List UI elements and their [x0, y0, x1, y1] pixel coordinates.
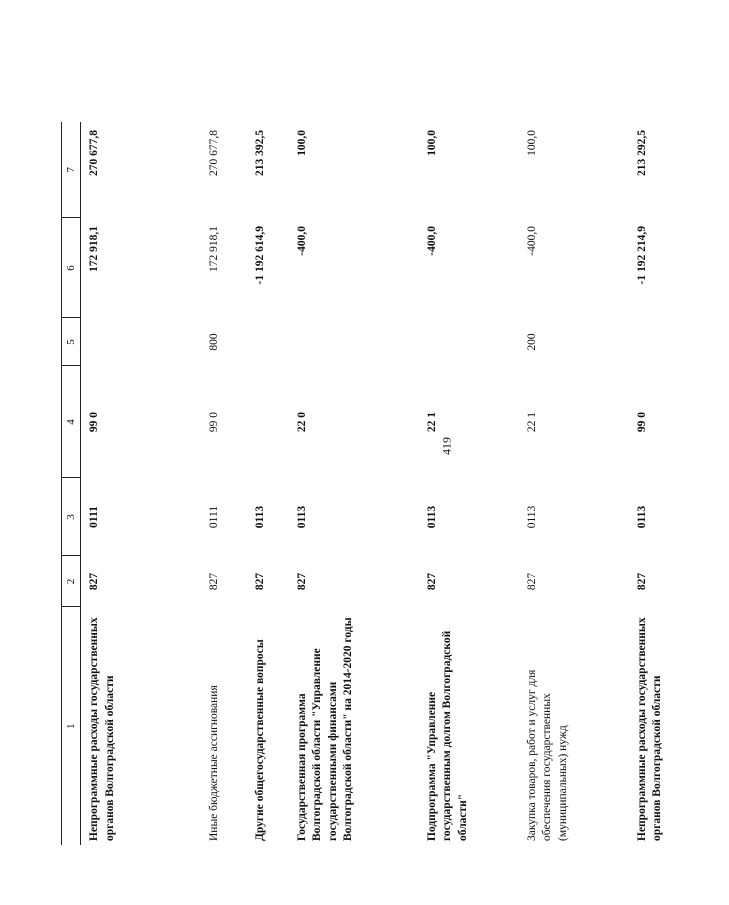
row-ministry-code: 827	[295, 572, 308, 591]
row-change-amount: -400,0	[295, 226, 308, 256]
table-body	[81, 122, 729, 845]
table-row	[81, 122, 201, 845]
column-header-7: 7	[62, 122, 81, 218]
page-number: 419	[439, 437, 454, 455]
row-ministry-code: 827	[635, 572, 648, 591]
row-section-code: 0113	[295, 505, 308, 529]
row-description: Подпрограмма "Управление государственным долгом Волгоградской области"	[425, 630, 469, 841]
table-row	[519, 122, 629, 845]
row-expense-type	[247, 318, 289, 366]
table-row	[289, 122, 419, 845]
row-change-amount: -1 192 614,9	[253, 226, 266, 285]
table-header-row	[62, 122, 81, 845]
row-ministry-code: 827	[88, 572, 100, 591]
row-target-article: 99 0	[635, 411, 648, 433]
budget-table	[61, 122, 729, 845]
row-total-amount: 100,0	[525, 130, 538, 156]
row-target-article: 22 1	[525, 411, 538, 433]
row-expense-type: 800	[207, 333, 220, 351]
row-ministry-code: 827	[525, 572, 538, 591]
row-ministry-code: 827	[425, 572, 438, 591]
row-expense-type	[289, 318, 419, 366]
row-section-code: 0111	[88, 506, 100, 528]
row-description: Иные бюджетные ассигнования	[207, 685, 220, 841]
column-header-2: 2	[62, 556, 81, 607]
column-header-5: 5	[62, 318, 81, 366]
row-section-code: 0113	[525, 505, 538, 529]
row-target-article: 99 0	[88, 411, 100, 433]
row-description: Закупка товаров, работ и услуг для обеспечения государственных (муниципальных) нужд	[525, 669, 569, 841]
row-description: Непрограммные расходы государственных органов Волгоградской области	[635, 617, 664, 841]
row-change-amount: 172 918,1	[207, 226, 220, 272]
row-total-amount: 100,0	[295, 130, 308, 156]
table-row	[247, 122, 289, 845]
row-expense-type	[629, 318, 729, 366]
budget-table-container	[61, 122, 664, 845]
row-total-amount: 270 677,8	[88, 130, 100, 176]
row-description: Другие общегосударственные вопросы	[253, 639, 266, 841]
table-row	[629, 122, 729, 845]
row-target-article	[247, 366, 289, 478]
row-total-amount: 213 392,5	[253, 130, 266, 176]
row-change-amount: -1 192 214,9	[635, 226, 648, 285]
row-total-amount: 213 292,5	[635, 130, 648, 176]
row-change-amount: 172 918,1	[88, 226, 100, 272]
row-expense-type	[81, 318, 201, 366]
row-description: Государственная программа Волгоградской области "Управление государственными финансами Волгоградской области" на 2014-2020 годы	[295, 617, 355, 841]
row-ministry-code: 827	[253, 572, 266, 591]
column-header-4: 4	[62, 366, 81, 478]
row-total-amount: 270 677,8	[207, 130, 220, 176]
row-expense-type: 200	[525, 333, 538, 351]
column-header-6: 6	[62, 218, 81, 318]
row-target-article: 99 0	[207, 411, 220, 433]
row-change-amount: -400,0	[425, 226, 438, 256]
row-target-article: 22 0	[295, 411, 308, 433]
table-row	[201, 122, 247, 845]
column-header-1: 1	[62, 607, 81, 845]
row-section-code: 0111	[207, 505, 220, 529]
row-description: Непрограммные расходы государственных органов Волгоградской области	[88, 617, 116, 841]
row-total-amount: 100,0	[425, 130, 438, 156]
row-target-article: 22 1	[425, 411, 438, 433]
row-section-code: 0113	[635, 505, 648, 529]
row-section-code: 0113	[253, 505, 266, 529]
table-row	[419, 122, 519, 845]
column-header-3: 3	[62, 478, 81, 556]
row-change-amount: -400,0	[525, 226, 538, 256]
row-expense-type	[419, 318, 519, 366]
row-ministry-code: 827	[207, 572, 220, 591]
row-section-code: 0113	[425, 505, 438, 529]
